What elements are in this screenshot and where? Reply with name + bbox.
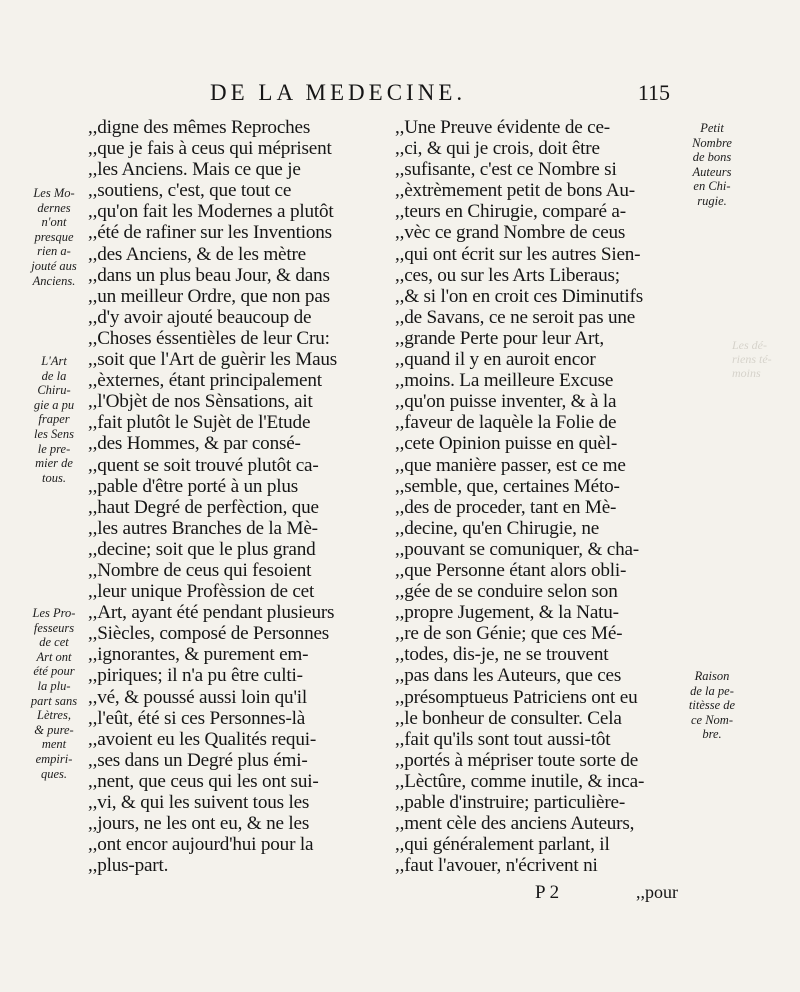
signature-mark: P 2: [535, 882, 560, 903]
text-line: ,,soit que l'Art de guèrir les Maus: [88, 349, 338, 371]
text-line: ,,quand il y en auroit encor: [395, 349, 596, 371]
text-line: ,,été de rafiner sur les Inventions: [88, 222, 332, 244]
text-line: ,,digne des mêmes Reproches: [88, 117, 311, 138]
margin-note-line: jouté aus: [31, 258, 77, 273]
margin-note-line: rien a-: [37, 244, 71, 259]
text-line: ,,soutiens, c'est, que tout ce: [88, 180, 292, 202]
text-line: ,,ment cèle des anciens Auteurs,: [395, 813, 635, 835]
text-line: ,,cete Opinion puisse en quèl-: [395, 433, 618, 455]
margin-note-surgery-senses: [22, 354, 86, 485]
text-line: ,,ont encor aujourd'hui pour la: [88, 834, 314, 856]
text-line: ,,qu'on puisse inventer, & à la: [395, 391, 617, 413]
margin-note-line: Les Pro-: [32, 606, 76, 620]
text-line: ,,faut l'avouer, n'écrivent ni: [395, 855, 598, 877]
margin-note-line: & pure-: [34, 722, 74, 737]
text-line: ,,les autres Branches de la Mè-: [88, 517, 318, 539]
margin-note-few-authors: [675, 121, 749, 209]
text-line: ,,un meilleur Ordre, que non pas: [88, 285, 330, 307]
text-line: ,,des Hommes, & par consé-: [88, 433, 301, 455]
margin-note-line: ment: [41, 737, 67, 752]
margin-note-line: le pre-: [37, 441, 71, 456]
text-line: ,,avoient eu les Qualités requi-: [88, 728, 317, 750]
text-line: ,,plus-part.: [88, 855, 169, 877]
show-through-text: Les dé- riens té- moins: [732, 338, 772, 380]
text-line: ,,Une Preuve évidente de ce-: [395, 117, 610, 138]
text-line: ,,jours, ne les ont eu, & ne les: [88, 813, 310, 835]
margin-note-line: de cet: [39, 635, 69, 650]
text-line: ,,propre Jugement, & la Natu-: [395, 602, 619, 624]
margin-note-line: Raison: [694, 669, 730, 683]
margin-note-line: bre.: [702, 727, 722, 742]
text-line: ,,l'Objèt de nos Sènsations, ait: [88, 391, 313, 413]
margin-note-modern-additions: [22, 186, 86, 288]
text-line: ,,qu'on fait les Modernes a plutôt: [88, 201, 334, 223]
text-line: ,,haut Degré de perfèction, que: [88, 496, 319, 518]
margin-note-line: Nombre: [692, 135, 732, 150]
margin-note-line: titèsse de: [688, 698, 736, 713]
text-line: ,,nent, que ceus qui les ont sui-: [88, 770, 319, 792]
text-line: ,,de Savans, ce ne seroit pas une: [395, 306, 636, 328]
text-line: ,,teurs en Chirugie, comparé a-: [395, 201, 626, 223]
margin-note-line: la plu-: [37, 678, 71, 693]
margin-note-line: dernes: [37, 200, 71, 215]
text-line: ,,Choses éssentièles de leur Cru:: [88, 327, 330, 349]
margin-note-line: fraper: [38, 412, 70, 427]
text-line: ,,decine; soit que le plus grand: [88, 538, 316, 560]
page-header: [180, 80, 680, 110]
text-line: ,,Nombre de ceus qui fesoient: [88, 559, 312, 581]
margin-note-line: empiri-: [35, 751, 73, 766]
text-line: ,,gée de se conduire selon son: [395, 581, 618, 603]
text-line: ,,semble, que, certaines Méto-: [395, 475, 620, 497]
text-line: ,,vé, & poussé aussi loin qu'il: [88, 686, 307, 708]
text-line: ,,faveur de laquèle la Folie de: [395, 412, 617, 434]
margin-note-line: Petit: [700, 121, 724, 135]
margin-note-line: fesseurs: [33, 620, 75, 635]
margin-note-line: ce Nom-: [691, 712, 733, 727]
margin-note-line: de la: [41, 368, 67, 383]
margin-note-line: Lètres,: [37, 708, 71, 723]
text-line: ,,pas dans les Auteurs, que ces: [395, 665, 622, 687]
left-text-column: [88, 117, 388, 876]
text-line: ,,vi, & qui les suivent tous les: [88, 792, 310, 813]
text-line: ,,des Anciens, & de les mètre: [88, 243, 306, 265]
margin-note-line: mier de: [35, 456, 73, 471]
right-text-column: [395, 117, 678, 876]
margin-note-line: presque: [34, 229, 74, 244]
text-line: ,,èxternes, étant principalement: [88, 370, 322, 392]
text-line: ,,èxtrèmement petit de bons Au-: [395, 180, 635, 202]
margin-note-line: en Chi-: [693, 179, 731, 194]
text-line: ,,todes, dis-je, ne se trouvent: [395, 644, 609, 666]
text-line: ,,le bonheur de consulter. Cela: [395, 707, 622, 729]
text-line: ,,re de son Génie; que ces Mé-: [395, 623, 623, 645]
margin-note-line: n'ont: [41, 215, 67, 230]
text-line: ,,que je fais à ceus qui méprisent: [88, 138, 332, 160]
page-footer: [395, 882, 678, 906]
page-number: 115: [637, 80, 670, 105]
margin-note-line: Auteurs: [692, 164, 732, 179]
text-line: ,,des de proceder, tant en Mè-: [395, 496, 617, 518]
margin-note-line: Les Mo-: [33, 186, 75, 200]
text-line: ,,que manière passer, est ce me: [395, 454, 626, 476]
text-line: ,,l'eût, été si ces Personnes-là: [88, 707, 306, 729]
margin-note-line: Anciens.: [32, 273, 76, 288]
margin-note-reason-smallness: [675, 669, 749, 742]
text-line: ,,sufisante, c'est ce Nombre si: [395, 159, 617, 181]
margin-note-line: ques.: [40, 766, 68, 781]
margin-note-line: Chiru-: [37, 383, 71, 398]
text-line: ,,pable d'instruire; particulière-: [395, 792, 626, 813]
text-line: ,,les Anciens. Mais ce que je: [88, 159, 301, 181]
text-line: ,,ces, ou sur les Arts Liberaus;: [395, 264, 620, 286]
catchword: ,,pour: [636, 882, 678, 902]
margin-note-line: part sans: [30, 693, 78, 708]
text-line: ,,qui ont écrit sur les autres Sien-: [395, 243, 641, 265]
text-line: ,,grande Perte pour leur Art,: [395, 327, 604, 349]
text-line: ,,ses dans un Degré plus émi-: [88, 749, 308, 771]
text-line: ,,decine, qu'en Chirugie, ne: [395, 517, 600, 539]
text-line: ,,& si l'on en croit ces Diminutifs: [395, 285, 643, 307]
text-line: ,,moins. La meilleure Excuse: [395, 370, 614, 392]
text-line: ,,portés à mépriser toute sorte de: [395, 749, 639, 771]
text-line: ,,d'y avoir ajouté beaucoup de: [88, 306, 312, 328]
running-title: DE LA MEDECINE.: [210, 80, 467, 105]
text-line: ,,pouvant se comuniquer, & cha-: [395, 538, 639, 560]
text-line: ,,dans un plus beau Jour, & dans: [88, 264, 330, 286]
text-line: ,,vèc ce grand Nombre de ceus: [395, 222, 626, 244]
text-line: ,,qui généralement parlant, il: [395, 834, 610, 856]
text-line: ,,fait qu'ils sont tout aussi-tôt: [395, 728, 611, 750]
margin-note-line: Art ont: [36, 649, 72, 664]
text-line: ,,Art, ayant été pendant plusieurs: [88, 602, 335, 624]
margin-note-professors-unlettered: [22, 606, 86, 781]
text-line: ,,présomptueus Patriciens ont eu: [395, 686, 638, 708]
text-line: ,,quent se soit trouvé plutôt ca-: [88, 454, 319, 476]
margin-note-line: été pour: [33, 664, 75, 679]
margin-note-line: les Sens: [34, 426, 74, 441]
text-line: ,,piriques; il n'a pu être culti-: [88, 665, 303, 687]
text-line: ,,ci, & qui je crois, doit être: [395, 138, 600, 160]
margin-note-line: gie a pu: [33, 397, 75, 412]
margin-note-line: de la pe-: [690, 683, 734, 698]
text-line: ,,Siècles, composé de Personnes: [88, 623, 330, 645]
margin-note-line: L'Art: [41, 354, 67, 368]
margin-note-line: de bons: [692, 150, 732, 165]
text-line: ,,fait plutôt le Sujèt de l'Etude: [88, 412, 311, 434]
text-line: ,,que Personne étant alors obli-: [395, 559, 627, 581]
text-line: ,,pable d'être porté à un plus: [88, 475, 299, 497]
margin-note-line: tous.: [42, 470, 66, 485]
text-line: ,,ignorantes, & purement em-: [88, 644, 309, 666]
text-line: ,,Lèctûre, comme inutile, & inca-: [395, 770, 645, 792]
text-line: ,,leur unique Profèssion de cet: [88, 581, 315, 603]
margin-note-line: rugie.: [697, 193, 727, 208]
